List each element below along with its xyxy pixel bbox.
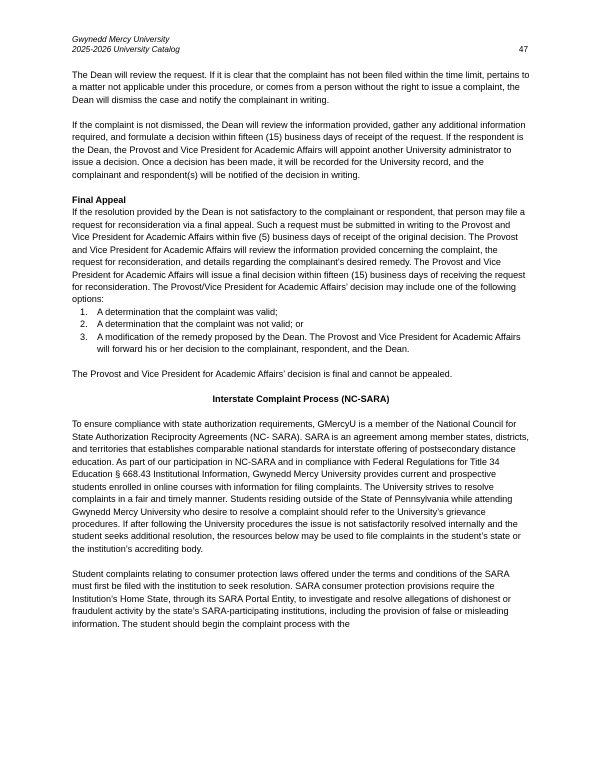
list-item	[72, 331, 530, 356]
page-number: 47	[518, 45, 528, 54]
header-university: Gwynedd Mercy University	[72, 35, 170, 44]
list-item-text: A determination that the complaint was not valid; or	[97, 319, 304, 330]
page-header	[72, 35, 528, 55]
list-item-text: A determination that the complaint was valid;	[97, 306, 278, 317]
list-item	[72, 306, 530, 318]
paragraph-dean-decision: If the complaint is not dismissed, the Dean will review the information provided, gather any additional information required, and formulate a decision within fifteen (15) business days of receipt of the request. If the respondent is the Dean, the Provost and Vice President for Academic Affairs will appoint another University administrator to issue a decision. Once a decision has been made, it will be recorded for the University record, and the complainant and respondent(s) will be notified of the decision in writing.	[72, 119, 526, 180]
paragraph-nc-sara: To ensure compliance with state authorization requirements, GMercyU is a member of the National Council for State Authorization Reciprocity Agreements (NC- SARA). SARA is an agreement among member states, districts, and territories that establishes comparable national standards for interstate offering of postsecondary distance education. As part of our participation in NC-SARA and in compliance with Federal Regulations for Title 34 Education § 668.43 Institutional Information, Gwynedd Mercy University provides current and prospective students enrolled in online courses with information for filing complaints. The University strives to resolve complaints in a fair and timely manner. Students residing outside of the State of Pennsylvania while attending Gwynedd Mercy University who desire to resolve a complaint should refer to the University’s grievance procedures. If after following the University procedures the issue is not satisfactorily resolved internally and the student seeks additional resolution, the resources below may be used to file complaints in the student’s state or the institution’s accrediting body.	[72, 419, 529, 554]
decision-options-list	[72, 306, 530, 356]
page-body	[72, 69, 530, 643]
final-appeal-heading: Final Appeal	[72, 194, 126, 205]
interstate-complaint-heading: Interstate Complaint Process (NC-SARA)	[212, 394, 390, 405]
list-item-number: 3.	[80, 331, 88, 342]
paragraph-final-appeal: If the resolution provided by the Dean is not satisfactory to the complainant or respondent, that person may file a request for reconsideration via a final appeal. Such a request must be submitted in writing to the Provost and Vice President for Academic Affairs within five (5) business days of receipt of the original decision. The Provost and Vice President for Academic Affairs will review the information provided concerning the complaint, the request for reconsideration, and details regarding the complainant’s desired remedy. The Provost and Vice President for Academic Affairs will issue a final decision within fifteen (15) business days of receiving the request for reconsideration. The Provost/Vice President for Academic Affairs’ decision may include one of the following options:	[72, 207, 526, 305]
header-catalog: 2025-2026 University Catalog	[72, 45, 180, 54]
paragraph-consumer-protection: Student complaints relating to consumer protection laws offered under the terms and conditions of the SARA must first be filed with the institution to seek resolution. SARA consumer protection provisions require the Institution’s Home State, through its SARA Portal Entity, to investigate and resolve allegations of dishonest or fraudulent activity by the state’s SARA-participating institutions, including the provision of false or misleading information. The student should begin the complaint process with the	[72, 568, 511, 629]
list-item-text: A modification of the remedy proposed by the Dean. The Provost and Vice President for Academic Affairs will forward his or her decision to the complainant, respondent, and the Dean.	[97, 331, 521, 355]
list-item-number: 1.	[80, 306, 88, 317]
paragraph-dean-review: The Dean will review the request. If it is clear that the complaint has not been filed within the time limit, pertains to a matter not applicable under this procedure, or comes from a person without the right to issue a complaint, the Dean will dismiss the case and notify the complainant in writing.	[72, 70, 530, 105]
list-item-number: 2.	[80, 319, 88, 330]
list-item	[72, 318, 530, 330]
paragraph-final-decision: The Provost and Vice President for Academic Affairs’ decision is final and cannot be appealed.	[72, 369, 453, 380]
